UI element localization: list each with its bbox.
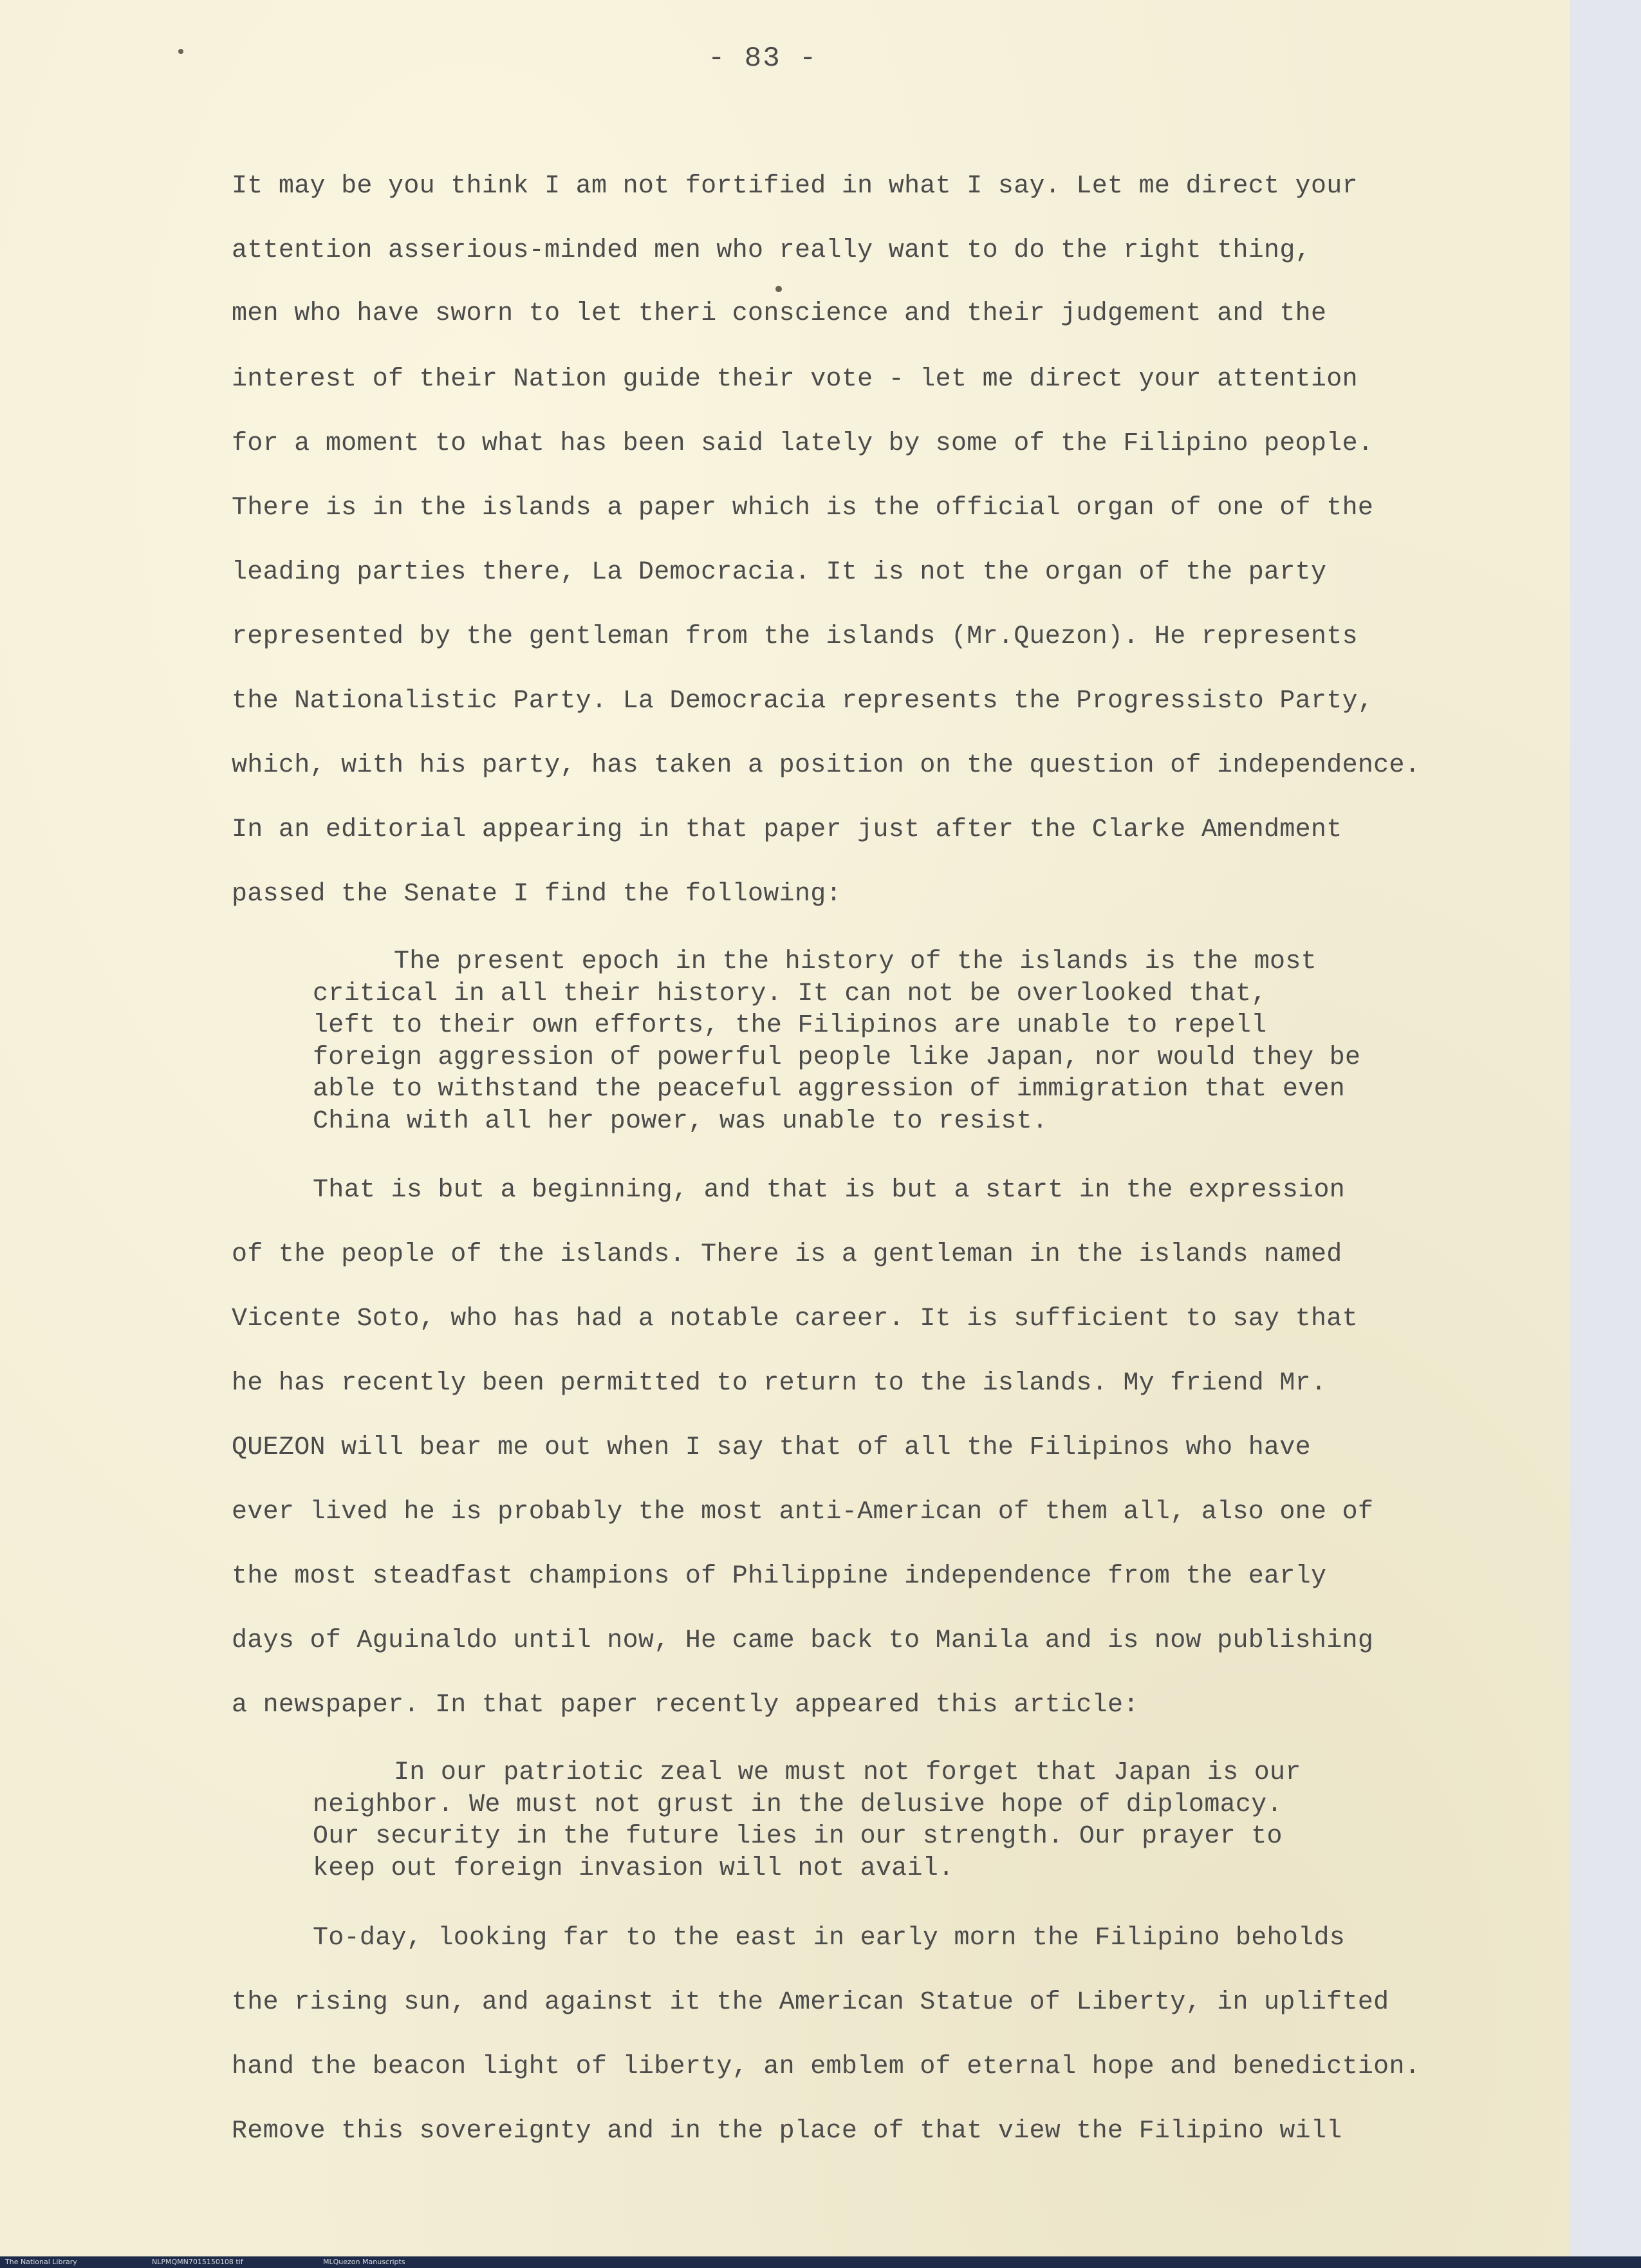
- body-line: which, with his party, has taken a position on the question of independence.: [232, 751, 1421, 780]
- paper-speck: [775, 286, 782, 292]
- body-line: It may be you think I am not fortified in what I say. Let me direct your: [232, 172, 1358, 201]
- body-line: for a moment to what has been said lately by some of the Filipino people.: [232, 429, 1374, 458]
- quote-line: foreign aggression of powerful people like Japan, nor would they be: [313, 1043, 1361, 1072]
- body-line: the Nationalistic Party. La Democracia represents the Progressisto Party,: [232, 687, 1374, 716]
- body-line: he has recently been permitted to return to the islands. My friend Mr.: [232, 1369, 1327, 1398]
- footer-library: The National Library: [5, 2258, 77, 2266]
- page-number: - 83 -: [708, 42, 818, 75]
- quote-line: The present epoch in the history of the islands is the most: [394, 947, 1317, 976]
- body-line: passed the Senate I find the following:: [232, 880, 842, 909]
- body-line: Remove this sovereignty and in the place of that view the Filipino will: [232, 2117, 1342, 2146]
- paper-speck: [178, 49, 183, 54]
- body-line: hand the beacon light of liberty, an emblem of eternal hope and benediction.: [232, 2052, 1421, 2081]
- footer-file: NLPMQMN7015150108 tif: [152, 2258, 243, 2266]
- quote-line: able to withstand the peaceful aggression of immigration that even: [313, 1075, 1346, 1104]
- body-line: attention asserious-minded men who really want to do the right thing,: [232, 236, 1311, 265]
- scan-footer: [0, 2256, 1641, 2268]
- body-line: represented by the gentleman from the islands (Mr.Quezon). He represents: [232, 622, 1358, 651]
- body-line: There is in the islands a paper which is the official organ of one of the: [232, 494, 1374, 523]
- body-line: QUEZON will bear me out when I say that of all the Filipinos who have: [232, 1433, 1311, 1462]
- body-line: days of Aguinaldo until now, He came back to Manila and is now publishing: [232, 1626, 1374, 1655]
- body-line: men who have sworn to let theri conscience and their judgement and the: [232, 299, 1327, 328]
- quote-line: In our patriotic zeal we must not forget that Japan is our: [394, 1758, 1301, 1787]
- body-line: To-day, looking far to the east in early morn the Filipino beholds: [313, 1924, 1346, 1953]
- body-line: ever lived he is probably the most anti-American of them all, also one of: [232, 1498, 1374, 1527]
- footer-collection: MLQuezon Manuscripts: [323, 2258, 405, 2266]
- quote-line: Our security in the future lies in our strength. Our prayer to: [313, 1822, 1283, 1851]
- quote-line: neighbor. We must not grust in the delusive hope of diplomacy.: [313, 1790, 1283, 1819]
- scan-margin: [1570, 0, 1641, 2256]
- body-line: a newspaper. In that paper recently appeared this article:: [232, 1691, 1139, 1720]
- body-line: leading parties there, La Democracia. It is not the organ of the party: [232, 558, 1327, 587]
- body-line: the most steadfast champions of Philippine independence from the early: [232, 1562, 1327, 1591]
- body-line: In an editorial appearing in that paper just after the Clarke Amendment: [232, 815, 1342, 844]
- body-line: Vicente Soto, who has had a notable career. It is sufficient to say that: [232, 1305, 1358, 1334]
- body-line: interest of their Nation guide their vote - let me direct your attention: [232, 365, 1358, 394]
- quote-line: critical in all their history. It can not be overlooked that,: [313, 980, 1267, 1009]
- quote-line: keep out foreign invasion will not avail.: [313, 1854, 954, 1883]
- body-line: That is but a beginning, and that is but a start in the expression: [313, 1176, 1346, 1205]
- body-line: of the people of the islands. There is a gentleman in the islands named: [232, 1240, 1342, 1269]
- body-line: the rising sun, and against it the American Statue of Liberty, in uplifted: [232, 1988, 1389, 2017]
- quote-line: China with all her power, was unable to resist.: [313, 1107, 1048, 1136]
- quote-line: left to their own efforts, the Filipinos are unable to repell: [313, 1011, 1267, 1040]
